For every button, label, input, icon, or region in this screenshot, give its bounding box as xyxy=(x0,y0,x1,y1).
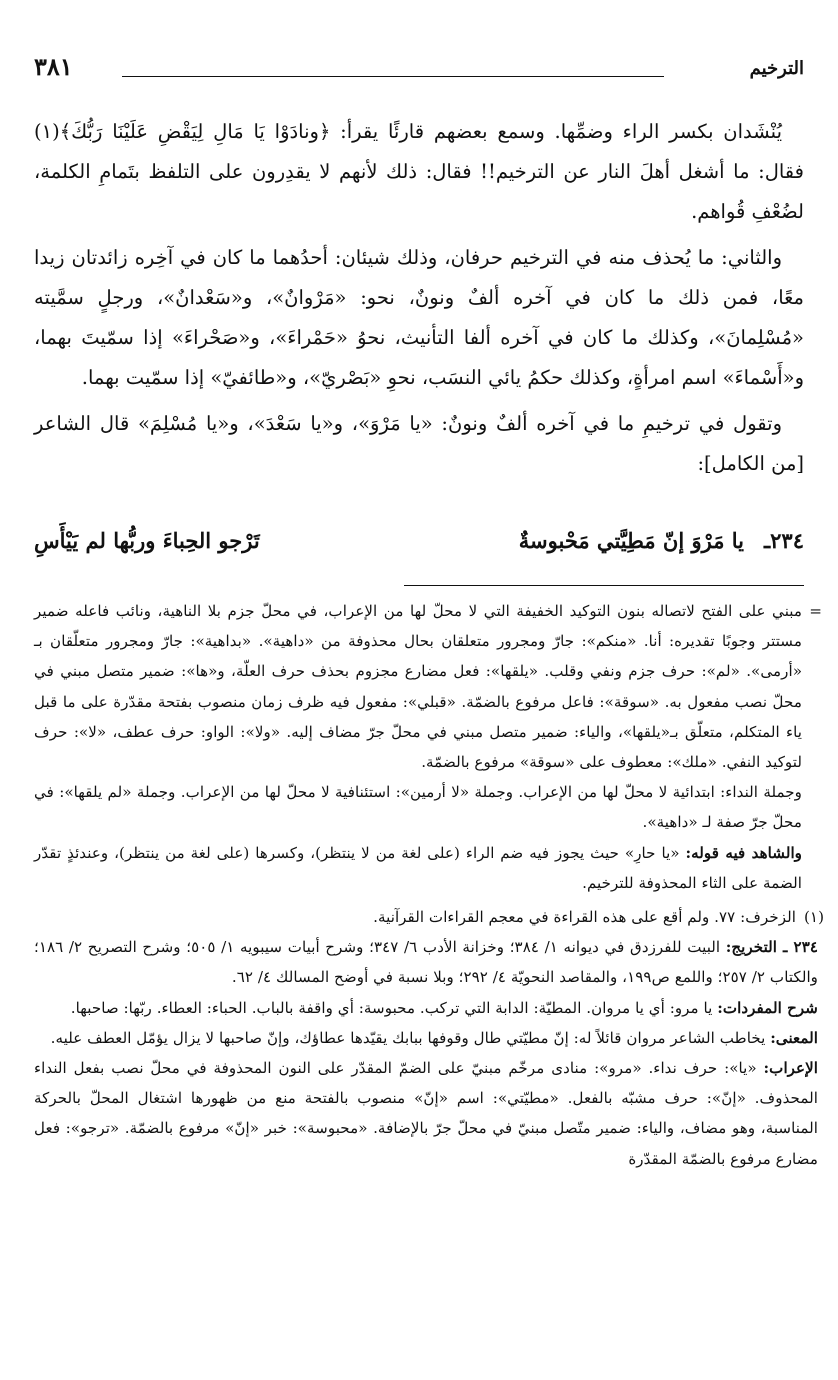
meaning-text: يخاطب الشاعر مروان قائلاً له: إنّ مطيّتي طال وقوفها ببابك يقيّدها عطاؤك، وإنّ صاحبها لا يزال يؤمّل العطف عليه. xyxy=(50,1028,766,1047)
grammar-text: «يا»: حرف نداء. «مرو»: منادى مرخّم مبنيّ على الضمّ المقدّر على النون المحذوفة في محلّ نصب بفعل النداء المحذوف. «إنّ»: حرف مشبّه بالفعل. «مطيّتي»: اسم «إنّ» منصوب بالفتحة منع من ظهورها اشتغال المحلّ بالحركة المناسبة، وهو مضاف، والياء: ضمير متّصل مبنيّ في محلّ جرّ بالإضافة. «محبوسة»: خبر «إنّ» مرفوع بالضمّة. «ترجو»: فعل مضارع مرفوع بالضمّة المقدّرة xyxy=(34,1059,818,1168)
verse-hemistich-1: يا مَرْوَ إنّ مَطِيَّتي مَحْبوسةٌ xyxy=(518,528,744,553)
paragraph-2: والثاني: ما يُحذف منه في الترخيم حرفان، وذلك شيئان: أحدُهما ما كان في آخِره زائدتان زيدا معًا، فمن ذلك ما كان في آخره ألفٌ ونونٌ، نحو: «مَرْوانٌ»، و«سَعْدانٌ»، ورجلٍ سمَّيته «مُسْلِمانَ»، وكذلك ما كان في آخره ألفا التأنيث، نحوُ «حَمْراءَ»، و«صَحْراءَ» إذا سمّيتَ بهما، و«أَسْماءَ» اسم امرأةٍ، وكذلك حكمُ يائي النسَب، نحوِ «بَصْريّ»، و«طائفيّ» إذا سمّيت بهما. xyxy=(34,246,804,389)
footnote-evidence xyxy=(34,838,818,898)
running-title: الترخيم xyxy=(749,58,804,79)
paragraph-3: وتقول في ترخيمِ ما في آخره ألفٌ ونونٌ: «يا مَرْوَ»، و«يا سَعْدَ»، و«يا مُسْلِمَ» قال الشاعر [من الكامل]: xyxy=(34,412,804,475)
continuation-mark: = xyxy=(809,602,822,620)
footnote-sentence-analysis xyxy=(34,777,818,837)
header-rule xyxy=(122,76,664,77)
page-number: ٣٨١ xyxy=(34,52,73,81)
sentence-analysis-text: وجملة النداء: ابتدائية لا محلّ لها من الإعراب. وجملة «لا أرمين»: استئنافية لا محلّ لها من الإعراب. وجملة «لم يلقها»: في محلّ جرّ صفة لـ «داهية». xyxy=(34,783,802,832)
evidence-text: «يا حارِ» حيث يجوز فيه ضم الراء (على لغة من لا ينتظر)، وكسرها (على لغة من ينتظر)، وعندئذٍ تقدّر الضمة على الثاء المحذوفة للترخيم. xyxy=(34,843,802,892)
takhrij xyxy=(34,932,818,992)
verse-number: ٢٣٤ـ xyxy=(764,528,804,553)
footnote-separator xyxy=(404,585,804,586)
grammar-label: الإعراب: xyxy=(763,1059,818,1078)
paragraph-1: يُنْشَدان بكسر الراء وضمِّها. وسمع بعضهم قارئًا يقرأ: ﴿ونادَوْا يَا مَالِ لِيَقْضِ عَلَيْنَا رَبُّكَ﴾(١) فقال: ما أشغل أهلَ النار عن الترخيم!! فقال: ذلك لأنهم لا يقدِرون على التلفظ بتَمامِ الكلمة، لضُعْفِ قُواهم. xyxy=(34,120,804,223)
footnotes xyxy=(34,596,824,1174)
footnote-1-text: الزخرف: ٧٧. ولم أقع على هذه القراءة في معجم القراءات القرآنية. xyxy=(373,908,796,927)
grammatical-analysis xyxy=(34,1053,818,1174)
vocabulary-text: يا مرو: أي يا مروان. المطيّة: الدابة التي تركب. محبوسة: أي واقفة بالباب. الحباء: العطاء. ربّها: صاحبها. xyxy=(70,998,713,1017)
takhrij-text: البيت للفرزدق في ديوانه ١/ ٣٨٤؛ وخزانة الأدب ٦/ ٣٤٧؛ وشرح أبيات سيبويه ١/ ٥٠٥؛ وشرح التصريح ٢/ ١٨٦؛ والكتاب ٢/ ٢٥٧؛ واللمع ص١٩٩، والمقاصد النحويّة ٤/ ٢٩٢؛ وبلا نسبة في أوضح المسالك ٤/ ٦٢. xyxy=(34,938,818,987)
footnote-continuation-text: مبني على الفتح لاتصاله بنون التوكيد الخفيفة التي لا محلّ لها من الإعراب، في محلّ جزم بلا الناهية، ونائب فاعله ضمير مستتر وجوبًا تقديره: أنا. «منكم»: جارّ ومجرور متعلقان بحال محذوفة من «داهية». «بداهية»: جارّ ومجرور متعلّقان بـ «أرمى». «لم»: حرف جزم ونفي وقلب. «يلقها»: فعل مضارع مجزوم بحذف حرف العلّة، و«ها»: ضمير متصل مبني في محلّ نصب مفعول به. «سوقة»: فاعل مرفوع بالضمّة. «قبلي»: مفعول فيه ظرف زمان منصوب بفتحة مقدّرة على ما قبل ياء المتكلم، متعلّق بـ«يلقها»، والياء: ضمير متصل مبني في محلّ جرّ مضاف إليه. «ولا»: الواو: حرف عطف، «لا»: حرف لتوكيد النفي. «ملك»: معطوف على «سوقة» مرفوع بالضمّة. xyxy=(34,602,802,772)
footnote-1-mark: (١) xyxy=(803,908,824,927)
page-header xyxy=(34,52,804,92)
vocabulary-label: شرح المفردات: xyxy=(717,998,818,1017)
meaning xyxy=(34,1023,818,1053)
evidence-label: والشاهد فيه قوله: xyxy=(685,843,802,862)
poetry-verse xyxy=(34,522,804,572)
footnote-1 xyxy=(34,902,824,932)
footnote-continuation xyxy=(34,596,822,777)
takhrij-label: ٢٣٤ ـ التخريج: xyxy=(725,938,819,957)
vocabulary xyxy=(34,993,818,1023)
verse-hemistich-2: تَرْجو الحِباءَ وربُّها لم يَيْأَسِ xyxy=(34,528,260,553)
main-text xyxy=(34,112,804,490)
meaning-label: المعنى: xyxy=(770,1028,818,1047)
